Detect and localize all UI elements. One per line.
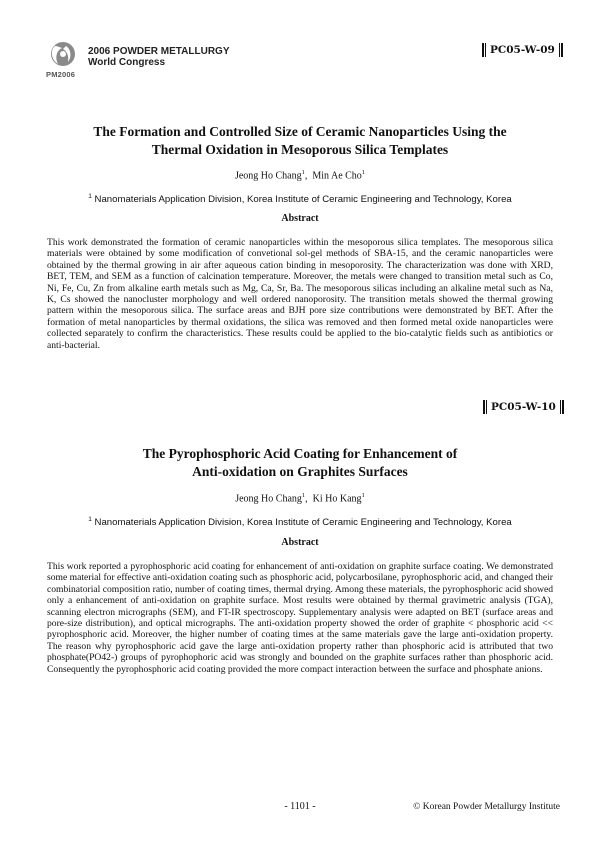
abstract-text: This work reported a pyrophosphoric acid coating for enhancement of anti-oxidation on graphite surface coating. We demonstrated some material for effective anti-oxidation coating such as phosphoric acid, polycarbosilane, pyrophosphoric acid, and changed their combinatorial composition ratio, number of coating times, thermal drying. Among these materials, the pyrophosphoric acid showed only a enhancement of anti-oxidation on graphite surface. Most results were obtained by thermal gravimetric analysis (TGA), scanning electron micrographs (SEM), and FT-IR spectroscopy. Supplementary analysis were adapted on BET (surface areas and pore-size distribution), and optical micrographs. The anti-oxidation property showed the order of graphite < phosphoric acid << pyrophosphoric acid. Moreover, the higher number of coating times at the same materials gave the large anti-oxidation property. The reason why pyrophosphoric acid gave the large anti-oxidation property rather than phosphoric acid is attributed that two phosphate(PO42-) groups of pyrophophoric acid was strongly and bounded on the graphite surfaces rather than phosphoric acid. Consequently the pyrophosphoric acid coating provided the more compact interaction between the surface and phosphate anions. [47, 561, 553, 675]
author-affiliation-mark: 1 [361, 169, 366, 176]
author-name: Ki Ho Kang [312, 493, 362, 505]
article-title [40, 123, 560, 159]
affiliation-text: Nanomaterials Application Division, Korea Institute of Ceramic Engineering and Technology, Korea [94, 517, 512, 529]
article-affiliation [40, 514, 560, 529]
affiliation-mark: 1 [88, 193, 92, 200]
author-name: Jeong Ho Chang [235, 493, 302, 505]
article-authors: Jeong Ho Chang$^1$, Ki Ho Kang$^1$ [235, 492, 365, 505]
conference-logo [46, 40, 86, 82]
article-affiliation [40, 191, 560, 206]
pm2006-logo-icon [46, 40, 76, 70]
article-title-line1: The Formation and Controlled Size of Ceramic Nanoparticles Using the [93, 124, 507, 139]
author-affiliation-mark: 1 [301, 169, 305, 176]
conference-title-line1: 2006 POWDER METALLURGY [88, 46, 230, 57]
article-code: PC05-W-09 [490, 44, 555, 56]
copyright-notice: © Korean Powder Metallurgy Institute [413, 802, 560, 812]
article-title-line2: Anti-oxidation on Graphites Surfaces [192, 464, 408, 479]
conference-title [88, 46, 230, 68]
page-number: - 1101 - [284, 801, 316, 812]
author-affiliation-mark: 1 [301, 492, 306, 499]
article-title [40, 445, 560, 481]
article-title-line1: The Pyrophosphoric Acid Coating for Enhancement of [142, 446, 458, 461]
affiliation-mark: 1 [88, 516, 92, 523]
article-code: PC05-W-10 [491, 401, 556, 413]
abstract-heading: Abstract [281, 537, 319, 548]
article-code-badge [483, 400, 564, 414]
abstract-text: This work demonstrated the formation of ceramic nanoparticles within the mesoporous silica templates. The mesoporous silica materials were obtained by some modification of convetional sol-gel methods of SBA-15, and the ceramic nanoparticles were obtained by the thermal growing in air after aqueous cation binding in mesoporosity. The characterization was done with XRD, BET, TEM, and SEM as a function of calcination temperature. Moreover, the metals were changed to transition metal such as Co, Ni, Fe, Cu, Zn from alkaline earth metals such as Mg, Ca, Sr, Ba. The mesoporous silicas including an alkaline metal such as Na, K, Cs showed the nanocluster morphology and well ordered nanoporosity. The transition metals showed the thermal growing pattern within the mesoporous silica. The surface areas and BJH pore size contributions were demonstrated by BET. After the formation of metal nanoparticles by thermal oxidations, the silica was removed and then formed metal oxide nanoparticles were collected separately to confirm the characteristics. These results could be applied to the bio-catalytic fields such as antibiotics or anti-bacterial. [47, 237, 553, 351]
conference-title-line2: World Congress [88, 57, 166, 68]
logo-caption: PM2006 [46, 70, 76, 79]
article-title-line2: Thermal Oxidation in Mesoporous Silica Templates [151, 142, 449, 157]
abstract-heading: Abstract [281, 213, 319, 224]
author-name: Jeong Ho Chang [234, 170, 302, 182]
affiliation-text: Nanomaterials Application Division, Korea Institute of Ceramic Engineering and Technology, Korea [94, 194, 512, 206]
article-code-badge [482, 43, 563, 57]
article-authors: Jeong Ho Chang$^1$, Min Ae Cho$^1$ [234, 169, 366, 182]
author-name: Min Ae Cho [312, 170, 362, 182]
author-affiliation-mark: 1 [361, 492, 365, 499]
